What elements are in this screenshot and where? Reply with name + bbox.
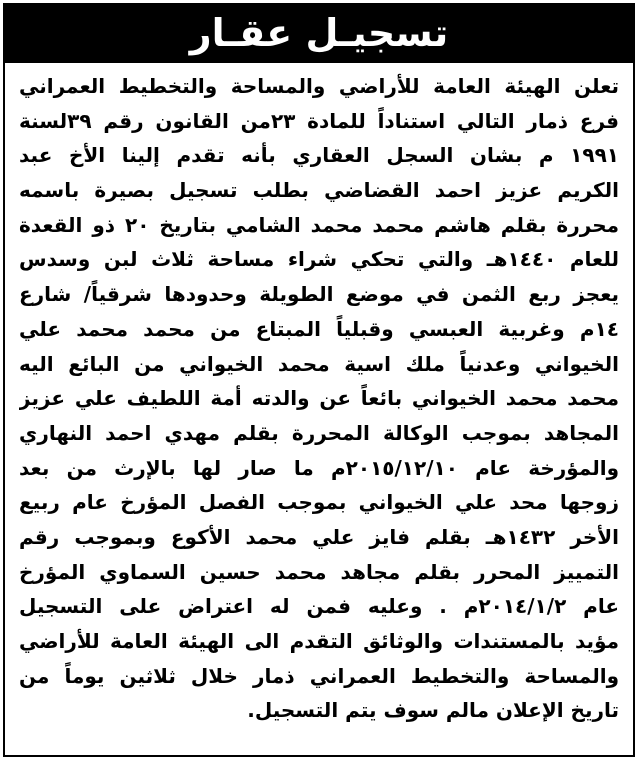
body-line: فرع ذمار التالي استناداً للمادة ٢٣من القانون رقم ٣٩لسنة [19, 108, 619, 133]
body-line: والمؤرخة عام ٢٠١٥/١٢/١٠م ما صار لها بالإرث من بعد [19, 455, 619, 480]
body-line: مؤيد بالمستندات والوثائق التقدم الى الهيئة العامة للأراضي [19, 629, 619, 653]
body-line: تاريخ الإعلان مالم سوف يتم التسجيل. [247, 698, 619, 723]
body-line: الخيواني وعدنياً ملك اسية محمد الخيواني من البائع اليه [19, 351, 619, 376]
body-line: محمد محمد الخيواني بائعاً عن والدته أمة اللطيف علي عزيز [19, 386, 619, 411]
body-line: الكريم عزيز احمد القضاضي بطلب تسجيل بصيرة باسمه [19, 178, 619, 203]
body-line: الأخر ١٤٣٢هـ بقلم فايز علي محمد الأكوع وبموجب رقم [19, 524, 619, 549]
body-line: للعام ١٤٤٠هـ والتي تحكي شراء مساحة ثلاث لبن وسدس [19, 247, 619, 272]
body-line: ١٩٩١ م بشان السجل العقاري بأنه تقدم إلينا الأخ عبد [19, 143, 619, 168]
notice-title: تسجيـل عقـار [189, 11, 449, 55]
body-line: عام ٢٠١٤/١/٢م . وعليه فمن له اعتراض على التسجيل [19, 594, 619, 619]
body-line: والمساحة والتخطيط العمراني ذمار خلال ثلاثين يوماً من [19, 663, 619, 688]
title-banner [5, 5, 633, 63]
body-line: محررة بقلم هاشم محمد محمد الشامي بتاريخ ٢٠ ذو القعدة [19, 212, 619, 237]
notice-body [5, 63, 633, 728]
body-line: زوجها محد علي الخيواني بموجب الفصل المؤرخ عام ربيع [19, 490, 619, 515]
body-line: ١٤م وغربية العبسي وقبلياً المبتاع من محمد محمد علي [19, 316, 619, 341]
body-line: التمييز المحرر بقلم مجاهد محمد حسين السماوي المؤرخ [19, 559, 619, 584]
body-line: يعجز ربع الثمن في موضع الطويلة وحدودها شرقياً/ شارع [19, 282, 619, 307]
body-line: المجاهد بموجب الوكالة المحررة بقلم مهدي احمد النهاري [19, 420, 619, 445]
public-notice [3, 3, 635, 757]
body-line: تعلن الهيئة العامة للأراضي والمساحة والتخطيط العمراني [19, 74, 619, 98]
